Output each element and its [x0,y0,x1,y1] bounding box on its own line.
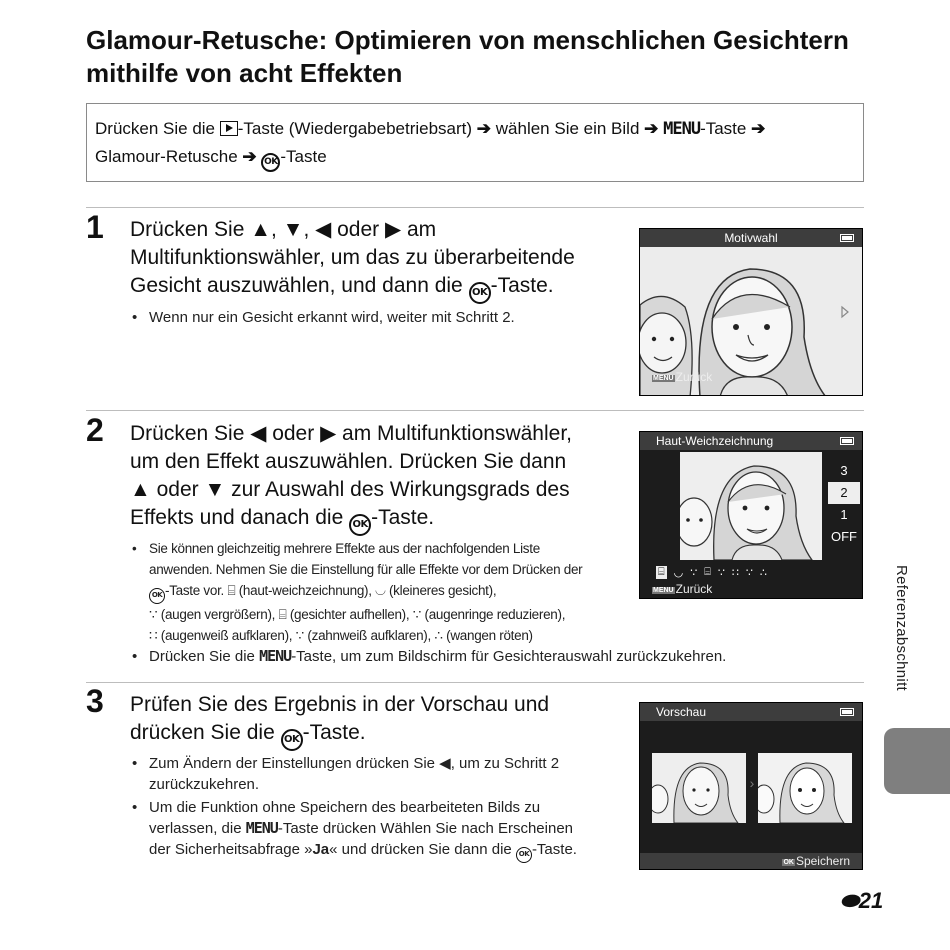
level-option[interactable]: OFF [831,529,857,544]
whiten-teeth-icon[interactable]: ∵ [745,566,753,579]
step-3-instruction [130,691,549,751]
screen-back-hint [652,582,712,596]
step-3-number: 3 [86,683,104,719]
skin-softening-icon[interactable]: ⌸ [658,565,665,578]
battery-icon [840,234,854,242]
redden-cheeks-icon: ∴ [434,628,443,643]
menu-button-icon: MENU [259,647,292,665]
enlarge-eyes-icon: ∵ [149,607,158,622]
screen-haut-weichzeichnung [639,431,863,599]
section-divider [86,410,864,411]
section-divider [86,207,864,208]
screen-header [640,229,862,247]
list-item [130,538,582,646]
note-line: ∵ (augen vergrößern), ⌸ (gesichter aufhellen), ∵ (augenringe reduzieren), [149,607,566,622]
step-1-instruction [130,216,575,304]
section-tab [884,728,950,794]
step-1-number: 1 [86,209,104,245]
redden-cheeks-icon[interactable]: ∴ [759,566,767,579]
ok-button-icon: OK [149,588,165,604]
play-button-icon [220,121,238,136]
step-3-line: Prüfen Sie des Ergebnis in der Vorschau und [130,693,550,716]
step-3-notes [130,753,577,863]
screen-back-label: Zurück [675,582,713,596]
menu-button-icon: MENU [653,375,674,382]
procedure-text: -Taste [280,147,327,166]
screen-vorschau [639,702,863,870]
note-line: OK -Taste vor. ⌸ (haut-weichzeichnung), ◡ (kleineres gesicht), [149,580,582,604]
list-item: • Wenn nur ein Gesicht erkannt wird, weiter mit Schritt 2. [130,307,515,328]
menu-button-icon: MENU [663,119,701,139]
ok-button-icon: OK [469,282,491,304]
menu-button-icon: MENU [245,819,278,837]
procedure-text: Glamour-Retusche [95,147,243,166]
procedure-text: -Taste (Wiedergabebetriebsart) [237,119,477,138]
list-item: • Um die Funktion ohne Speichern des bearbeiteten Bilds zu verlassen, die MENU-Taste drücken Wählen Sie nach Erscheinen der Sicherheitsabfrage »Ja« und drücken Sie dann die OK -Taste. [130,797,577,863]
screen-title: Vorschau [656,705,707,719]
step-3-line: drücken Sie die OK -Taste. [130,719,549,751]
arrow-right-icon: › [749,775,755,791]
screen-save-hint [782,854,850,868]
small-face-icon: ◡ [375,583,386,598]
ok-button-icon: OK [349,514,371,536]
screen-motivwahl [639,228,863,396]
step-2-number: 2 [86,412,104,448]
face-preview [680,452,822,560]
arrow-icon: ➔ [644,119,659,138]
procedure-text: Drücken Sie die [95,119,220,138]
level-option-selected[interactable]: 2 [828,482,860,504]
list-item: • Drücken Sie die MENU-Taste, um zum Bildschirm für Gesichterauswahl zurückzukehren. [130,646,726,667]
skin-softening-icon: ⌸ [227,583,236,598]
effect-level-list[interactable] [828,460,860,548]
hide-eye-bags-icon[interactable]: ∵ [717,566,725,579]
side-tab-label: Referenzabschnitt [893,565,910,692]
step-2-line: Drücken Sie ◀ oder ▶ am Multifunktionswähler, [130,422,572,445]
battery-icon [840,437,854,445]
arrow-icon: ➔ [242,147,257,166]
brighten-faces-icon[interactable]: ⌸ [704,565,711,578]
procedure-box [86,103,864,182]
section-divider [86,682,864,683]
screen-title: Haut-Weichzeichnung [656,434,774,448]
step-2-line: um den Effekt auszuwählen. Drücken Sie dann [130,450,567,473]
battery-icon [840,708,854,716]
step-1-line: Drücken Sie ▲, ▼, ◀ oder ▶ am [130,218,437,241]
note-line: anwenden. Nehmen Sie die Einstellung für alle Effekte vor dem Drücken der [149,562,583,577]
level-option[interactable]: 3 [840,463,848,478]
step-2-text: Effekts und danach die [130,506,350,529]
page-title: Glamour-Retusche: Optimieren von menschlichen Gesichtern mithilfe von acht Effekten [86,25,849,88]
procedure-text: -Taste [700,119,752,138]
hide-eye-bags-icon: ∵ [412,607,422,622]
screen-header [640,703,862,721]
note-line: ∷ (augenweiß aufklaren), ∵ (zahnweiß aufklaren), ∴ (wangen röten) [149,628,533,643]
ok-button-icon: OK [783,859,794,866]
note-line: • Sie können gleichzeitig mehrere Effekte aus der nachfolgenden Liste [149,541,540,556]
page-number: ⬬21 [840,888,884,913]
arrow-icon: ➔ [751,119,766,138]
arrow-icon: ➔ [476,119,492,138]
enlarge-eyes-icon[interactable]: ∵ [690,566,698,579]
whiten-eyes-icon[interactable]: ∷ [731,566,739,579]
step-1-text: Gesicht auszuwählen, und dann die [130,274,469,297]
ok-button-icon: OK [261,153,280,172]
step-2-notes-2 [130,646,726,667]
edited-thumbnail [758,753,852,823]
ok-button-icon: OK [516,847,532,863]
screen-back-label: Zurück [675,370,713,384]
step-2-text: -Taste. [371,506,435,529]
screen-title: Motivwahl [724,231,778,245]
step-1-text: -Taste. [490,274,554,297]
whiten-teeth-icon: ∵ [295,628,304,643]
step-2-instruction [130,420,572,536]
ok-button-icon: OK [281,729,303,751]
screen-save-label: Speichern [795,854,850,868]
step-2-line: ▲ oder ▼ zur Auswahl des Wirkungsgrads des [130,478,570,501]
level-option[interactable]: 1 [840,507,848,522]
original-thumbnail [652,753,746,823]
small-face-icon[interactable]: ◡ [673,566,684,579]
whiten-eyes-icon: ∷ [149,628,158,643]
menu-button-icon: MENU [653,587,674,594]
procedure-text: wählen Sie ein Bild [491,119,645,138]
step-2-line [130,504,572,536]
step-2-notes [130,538,582,646]
screen-header [640,432,862,450]
reference-icon: ⬬ [840,888,859,913]
brighten-faces-icon: ⌸ [278,607,287,622]
screen-back-hint [652,370,712,384]
list-item: • Zum Ändern der Einstellungen drücken Sie ◀, um zu Schritt 2 zurückzukehren. [130,753,577,795]
step-1-line: Multifunktionswähler, um das zu überarbeitende [130,246,575,269]
effect-icon-bar[interactable] [656,564,856,580]
step-1-notes [130,307,515,328]
step-1-line [130,272,575,304]
